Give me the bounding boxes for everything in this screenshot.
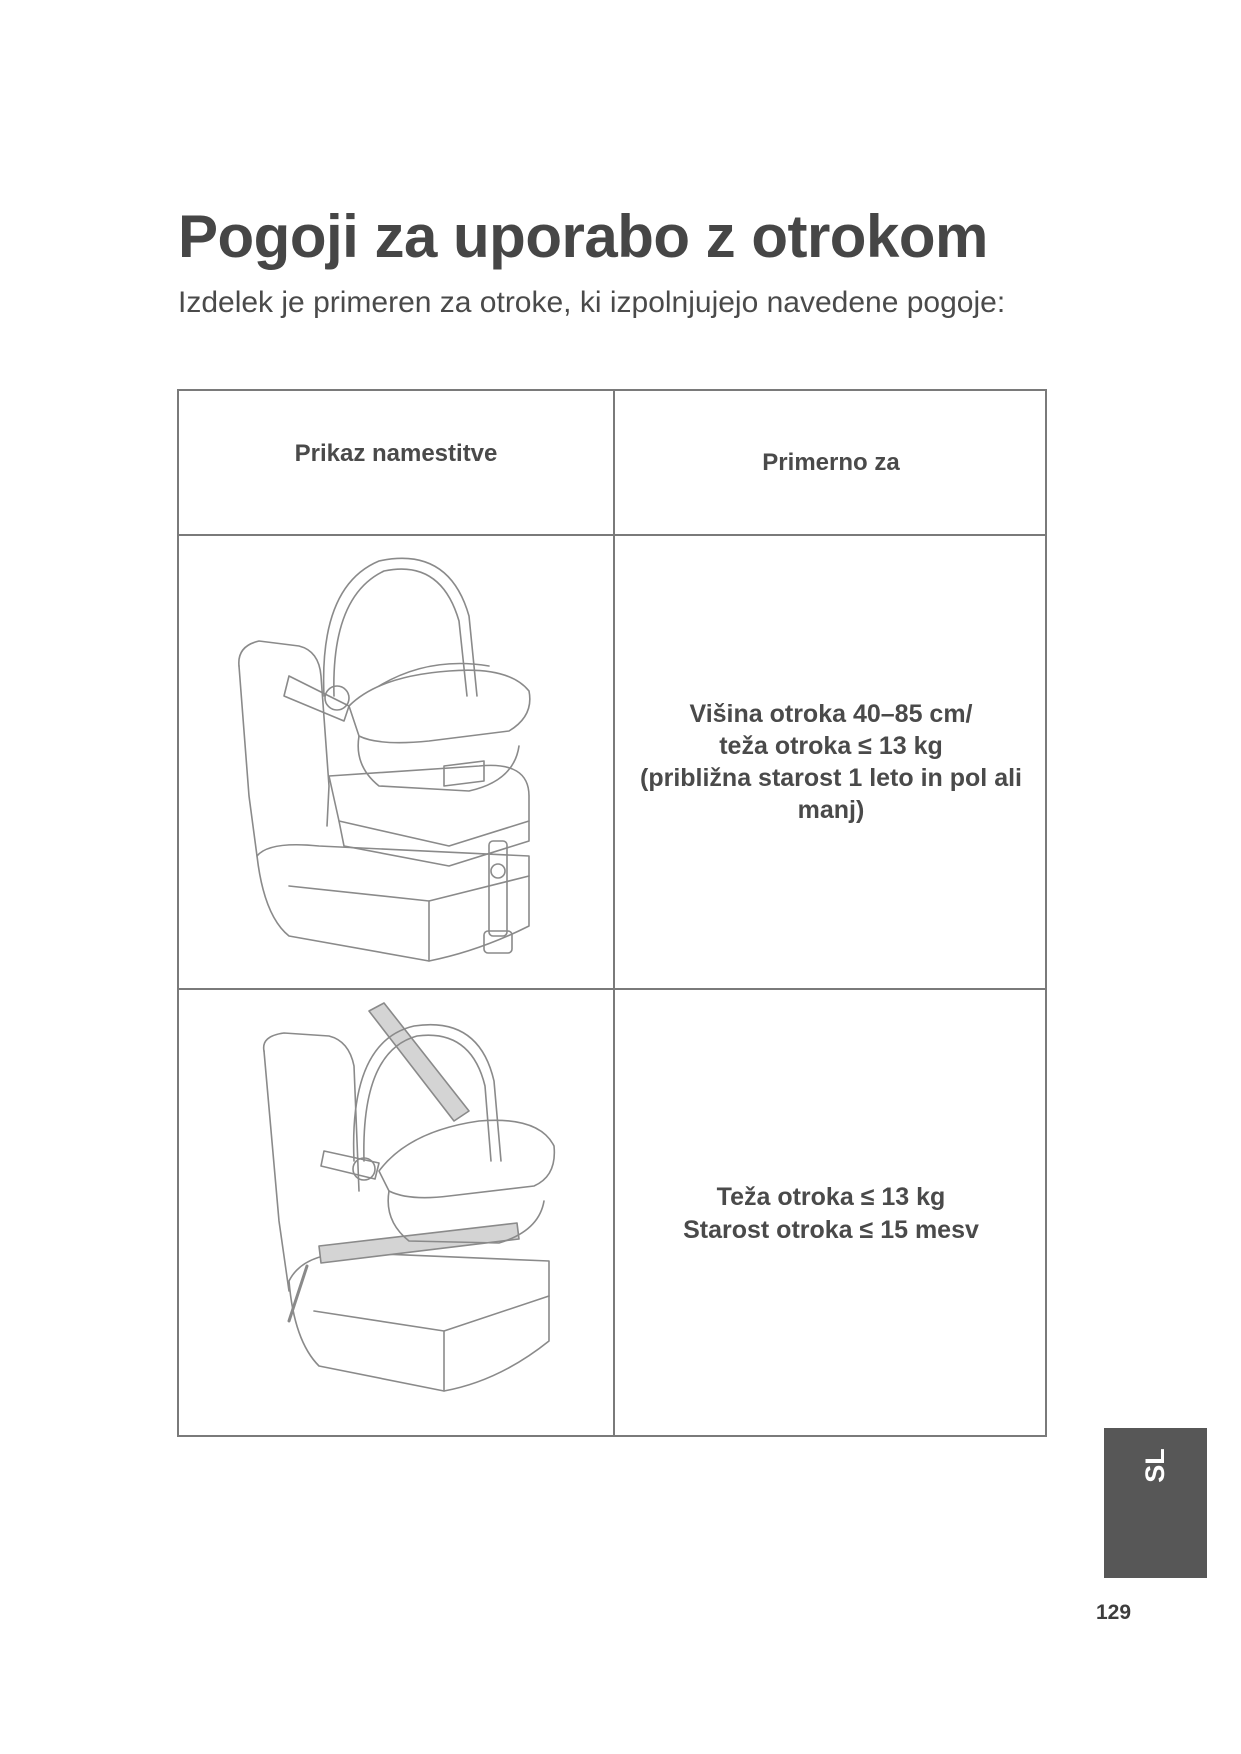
header-suitable-for: Primerno za <box>762 448 900 476</box>
row1-line-age: (približna starost 1 leto in pol ali manj) <box>640 764 1022 824</box>
row1-line-height: Višina otroka 40–85 cm/ <box>689 700 973 728</box>
page-number: 129 <box>1096 1601 1132 1624</box>
row2-line-age: Starost otroka ≤ 15 mesv <box>683 1215 979 1244</box>
page-subtitle: Izdelek je primeren za otroke, ki izpolnjujejo navedene pogoje: <box>178 286 1006 319</box>
row2-suitable-for <box>615 990 1047 1437</box>
conditions-table <box>177 389 1047 1437</box>
row1-line-weight: teža otroka ≤ 13 kg <box>719 732 943 760</box>
page-title: Pogoji za uporabo z otrokom <box>178 203 988 270</box>
car-seat-isofix-base-illustration <box>229 556 549 976</box>
row1-suitable-for <box>615 536 1047 988</box>
row2-line-weight: Teža otroka ≤ 13 kg <box>716 1182 946 1211</box>
header-installation: Prikaz namestitve <box>294 440 498 467</box>
language-tab <box>1104 1428 1207 1578</box>
language-code: SL <box>1139 1448 1170 1483</box>
car-seat-belt-installed-illustration <box>249 991 569 1431</box>
